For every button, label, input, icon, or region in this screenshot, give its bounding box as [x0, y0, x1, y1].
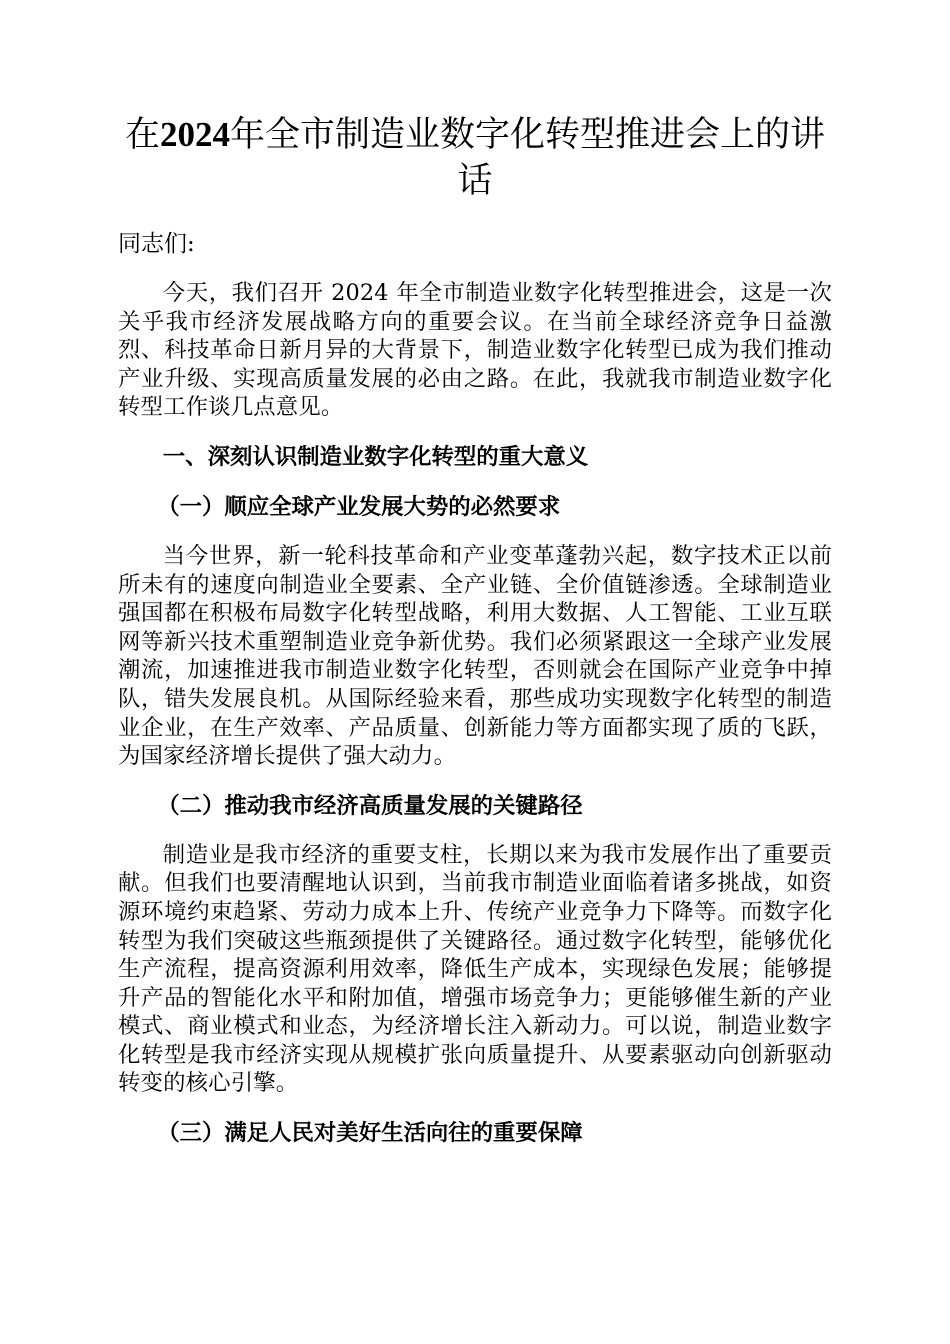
subsection-heading-2: （二）推动我市经济高质量发展的关键路径	[157, 792, 583, 819]
subsection-body-1: 当今世界，新一轮科技革命和产业变革蓬勃兴起，数字技术正以前所未有的速度向制造业全要素、全产业链、全价值链渗透。全球制造业强国都在积极布局数字化转型战略，利用大数据、人工智能、工业互联网等新兴技术重塑制造业竞争新优势。我们必须紧跟这一全球产业发展潮流，加速推进我市制造业数字化转型，否则就会在国际产业竞争中掉队，错失发展良机。从国际经验来看，那些成功实现数字化转型的制造业企业，在生产效率、产品质量、创新能力等方面都实现了质的飞跃，为国家经济增长提供了强大动力。	[118, 542, 832, 770]
document-page	[118, 112, 832, 1148]
subsection-heading-1: （一）顺应全球产业发展大势的必然要求	[157, 493, 561, 520]
title-prefix: 在	[124, 115, 160, 155]
subsection-body-2: 制造业是我市经济的重要支柱，长期以来为我市发展作出了重要贡献。但我们也要清醒地认识到，当前我市制造业面临着诸多挑战，如资源环境约束趋紧、劳动力成本上升、传统产业竞争力下降等。而数字化转型为我们突破这些瓶颈提供了关键路径。通过数字化转型，能够优化生产流程，提高资源利用效率，降低生产成本，实现绿色发展；能够提升产品的智能化水平和附加值，增强市场竞争力；更能够催生新的产业模式、商业模式和业态，为经济增长注入新动力。可以说，制造业数字化转型是我市经济实现从规模扩张向质量提升、从要素驱动向创新驱动转变的核心引擎。	[118, 841, 832, 1097]
intro-paragraph: 今天，我们召开 2024 年全市制造业数字化转型推进会，这是一次关乎我市经济发展战略方向的重要会议。在当前全球经济竞争日益激烈、科技革命日新月异的大背景下，制造业数字化转型已成为我们推动产业升级、实现高质量发展的必由之路。在此，我就我市制造业数字化转型工作谈几点意见。	[118, 280, 832, 421]
section-heading-1: 一、深刻认识制造业数字化转型的重大意义	[162, 443, 589, 470]
document-title	[118, 112, 832, 204]
subsection-heading-3: （三）满足人民对美好生活向往的重要保障	[157, 1120, 583, 1147]
title-suffix: 年全市制造业数字化转型推进会上的讲话	[230, 115, 826, 201]
title-year: 2024	[160, 115, 230, 154]
salutation: 同志们:	[118, 231, 195, 257]
